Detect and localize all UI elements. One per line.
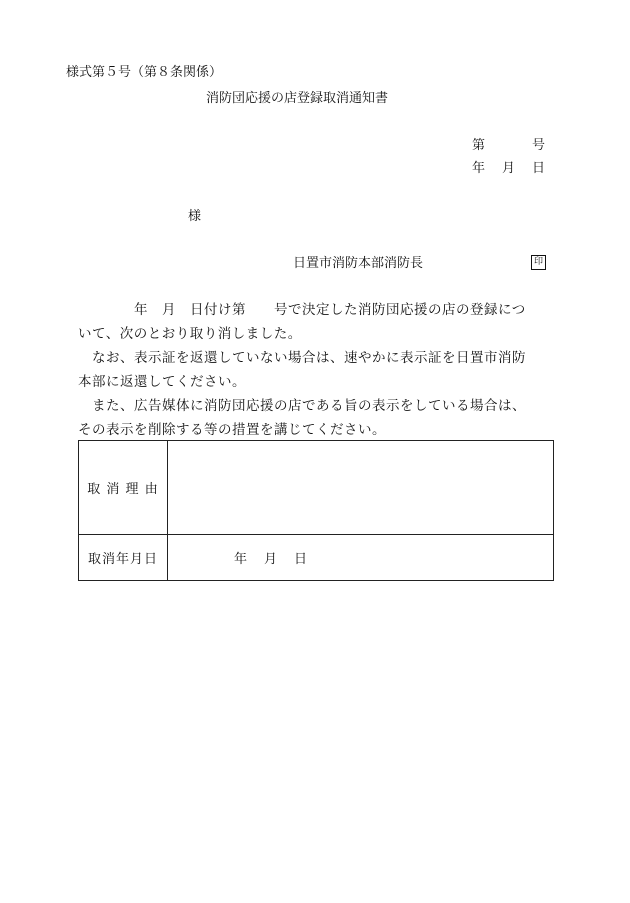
body-paragraph-3-line-2: その表示を削除する等の措置を講じてください。 — [78, 422, 386, 438]
cancel-date-day: 日 — [294, 552, 308, 567]
form-number: 様式第５号（第８条関係） — [66, 65, 223, 80]
addressee-honorific: 様 — [188, 209, 202, 224]
issuer-name: 日置市消防本部消防長 — [293, 256, 424, 271]
cancel-date-year: 年 — [234, 552, 248, 567]
doc-date-day: 日 — [532, 161, 546, 176]
cancel-date-label: 取消年月日 — [79, 535, 168, 581]
body-paragraph-1-line-2: いて、次のとおり取り消しました。 — [78, 326, 302, 342]
reason-label: 取 消 理 由 — [79, 441, 168, 535]
body-paragraph-2-line-2: 本部に返還してください。 — [78, 374, 246, 390]
cancellation-table — [78, 440, 554, 581]
reason-value-field[interactable] — [168, 441, 554, 535]
doc-date-year: 年 — [472, 161, 486, 176]
cancel-date-month: 月 — [264, 552, 278, 567]
doc-date-month: 月 — [502, 161, 516, 176]
body-paragraph-3-line-1: また、広告媒体に消防団応援の店である旨の表示をしている場合は、 — [78, 398, 526, 414]
cancel-date-value-field[interactable] — [168, 535, 554, 581]
seal-icon: 印 — [531, 255, 546, 270]
table-row-date — [79, 535, 554, 581]
table-row-reason — [79, 441, 554, 535]
body-paragraph-1-line-1: 年 月 日付け第 号で決定した消防団応援の店の登録につ — [78, 302, 526, 318]
document-title: 消防団応援の店登録取消通知書 — [206, 91, 389, 106]
body-paragraph-2-line-1: なお、表示証を返還していない場合は、速やかに表示証を日置市消防 — [78, 350, 526, 366]
doc-number-suffix: 号 — [532, 138, 546, 153]
doc-number-prefix: 第 — [472, 138, 486, 153]
